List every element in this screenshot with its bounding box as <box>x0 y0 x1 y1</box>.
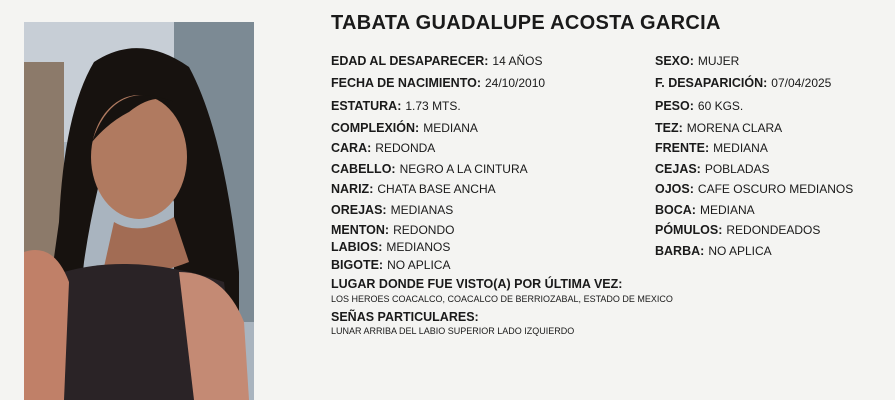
field-label: TEZ: <box>655 121 683 135</box>
field-label: EDAD AL DESAPARECER: <box>331 54 489 68</box>
person-photo <box>24 22 254 400</box>
field-value: NEGRO A LA CINTURA <box>399 162 528 176</box>
field-value: MEDIANA <box>699 203 755 217</box>
field-row <box>331 76 545 90</box>
field-value: NO APLICA <box>387 258 451 272</box>
field-label: SEXO: <box>655 54 694 68</box>
field-row <box>655 182 853 196</box>
field-row <box>655 203 755 217</box>
field-row <box>331 258 450 272</box>
field-label: BOCA: <box>655 203 696 217</box>
field-value: POBLADAS <box>704 162 770 176</box>
field-value: MUJER <box>697 54 740 68</box>
field-label: PESO: <box>655 99 694 113</box>
field-value: 60 KGS. <box>697 99 744 113</box>
field-label: CARA: <box>331 141 372 155</box>
field-row <box>655 54 739 68</box>
field-value: 24/10/2010 <box>485 76 546 90</box>
field-row <box>655 76 831 90</box>
field-label: F. DESAPARICIÓN: <box>655 76 768 90</box>
field-row <box>655 141 768 155</box>
field-row <box>655 223 820 237</box>
field-row <box>331 162 528 176</box>
field-label: MENTON: <box>331 223 390 237</box>
field-row <box>655 121 782 135</box>
field-value: REDONDA <box>375 141 436 155</box>
field-value: MORENA CLARA <box>686 121 783 135</box>
field-label: FRENTE: <box>655 141 710 155</box>
field-label: PÓMULOS: <box>655 223 723 237</box>
field-label: CABELLO: <box>331 162 396 176</box>
field-row <box>331 223 454 237</box>
field-value: MEDIANAS <box>390 203 454 217</box>
field-row <box>331 121 478 135</box>
field-value: MEDIANOS <box>386 240 451 254</box>
field-label: NARIZ: <box>331 182 374 196</box>
marks-label: SEÑAS PARTICULARES: <box>331 310 479 324</box>
field-label: OREJAS: <box>331 203 387 217</box>
field-row <box>655 162 770 176</box>
field-value: MEDIANA <box>713 141 768 155</box>
field-row <box>331 203 453 217</box>
field-value: REDONDO <box>393 223 455 237</box>
field-value: 1.73 MTS. <box>405 99 461 113</box>
field-label: COMPLEXIÓN: <box>331 121 420 135</box>
field-value: CAFE OSCURO MEDIANOS <box>697 182 854 196</box>
person-name: TABATA GUADALUPE ACOSTA GARCIA <box>331 12 721 34</box>
field-value: CHATA BASE ANCHA <box>377 182 496 196</box>
field-row <box>331 240 450 254</box>
field-row <box>331 99 461 113</box>
field-label: BARBA: <box>655 244 705 258</box>
field-row <box>655 244 772 258</box>
marks-value: LUNAR ARRIBA DEL LABIO SUPERIOR LADO IZQUIERDO <box>331 326 575 336</box>
field-label: BIGOTE: <box>331 258 384 272</box>
field-label: ESTATURA: <box>331 99 402 113</box>
field-value: NO APLICA <box>708 244 772 258</box>
field-label: LABIOS: <box>331 240 383 254</box>
field-value: 14 AÑOS <box>492 54 543 68</box>
field-value: REDONDEADOS <box>726 223 821 237</box>
field-value: MEDIANA <box>423 121 478 135</box>
last-seen-value: LOS HEROES COACALCO, COACALCO DE BERRIOZABAL, ESTADO DE MEXICO <box>331 294 673 304</box>
field-row <box>331 54 542 68</box>
field-label: FECHA DE NACIMIENTO: <box>331 76 481 90</box>
field-label: CEJAS: <box>655 162 701 176</box>
field-row <box>655 99 743 113</box>
field-row <box>331 141 435 155</box>
last-seen-label: LUGAR DONDE FUE VISTO(A) POR ÚLTIMA VEZ: <box>331 277 623 291</box>
field-row <box>331 182 496 196</box>
field-label: OJOS: <box>655 182 694 196</box>
field-value: 07/04/2025 <box>771 76 832 90</box>
